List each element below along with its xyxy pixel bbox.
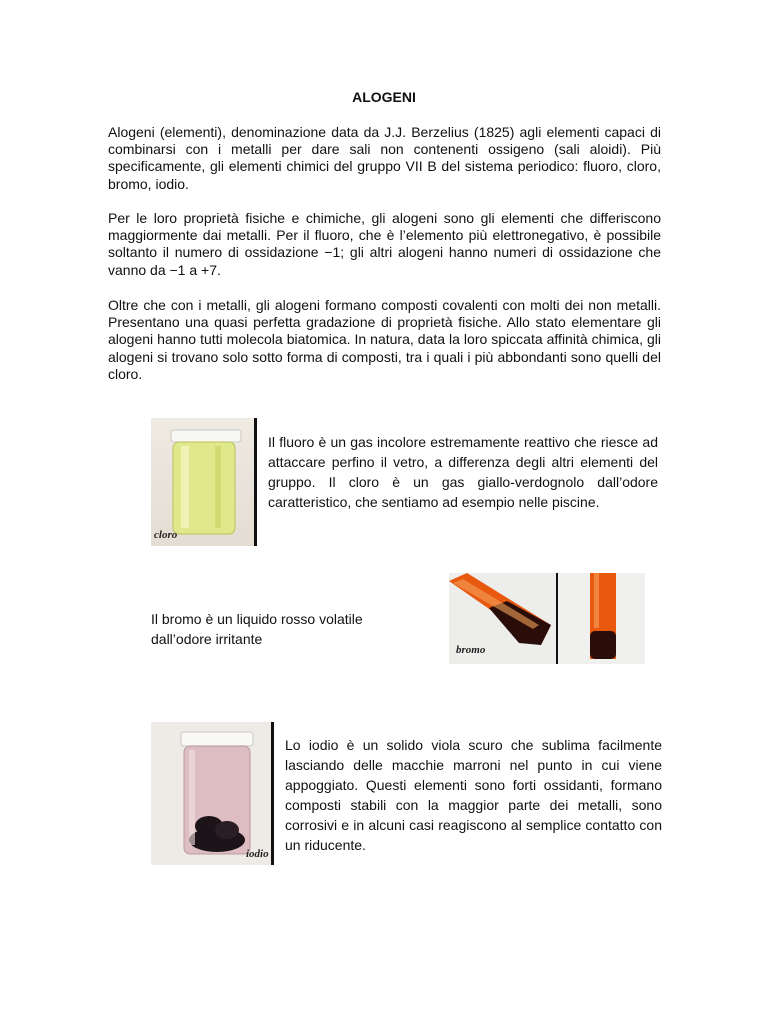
chlorine-divider bbox=[254, 418, 257, 546]
bromine-caption: bromo bbox=[456, 644, 486, 656]
bromine-divider bbox=[556, 573, 558, 664]
iodine-caption: iodio bbox=[246, 848, 269, 860]
chlorine-text: Il fluoro è un gas incolore estremamente reattivo che riesce ad attaccare perfino il vetro, a differenza degli altri elementi del gruppo. Il cloro è un gas giallo-verdognolo dall’odore caratteristico, che sentiamo ad esempio nelle piscine. bbox=[268, 434, 658, 510]
page-title: ALOGENI bbox=[352, 89, 416, 105]
paragraph-intro: Alogeni (elementi), denominazione data da J.J. Berzelius (1825) agli elementi capaci di combinarsi con i metalli per dare sali non contenenti ossigeno (sali aloidi). Più specificamente, gli elementi chimici del gruppo VII B del sistema periodico: fluoro, cloro, bromo, iodio. bbox=[108, 124, 661, 192]
iodine-divider bbox=[271, 722, 274, 865]
paragraph-properties: Per le loro proprietà fisiche e chimiche, gli alogeni sono gli elementi che differiscono maggiormente dai metalli. Per il fluoro, che è l’elemento più elettronegativo, è possibile soltanto il numero di ossidazione −1; gli altri alogeni hanno numeri di ossidazione che vanno da −1 a +7. bbox=[108, 210, 661, 278]
chlorine-caption: cloro bbox=[154, 529, 178, 541]
bromine-text-line1: Il bromo è un liquido rosso volatile bbox=[151, 611, 363, 627]
iodine-photo bbox=[151, 722, 271, 865]
paragraph-compounds: Oltre che con i metalli, gli alogeni formano composti covalenti con molti dei non metalli. Presentano una quasi perfetta gradazione di proprietà fisiche. Allo stato elementare gli alogeni hanno tutti molecola biatomica. In natura, data la loro spiccata affinità chimica, gli alogeni si trovano solo sotto forma di composti, tra i quali i più abbondanti sono quelli del cloro. bbox=[108, 297, 661, 382]
iodine-text: Lo iodio è un solido viola scuro che sublima facilmente lasciando delle macchie marroni nel punto in cui viene appoggiato. Questi elementi sono forti ossidanti, formano composti stabili con la maggior parte dei metalli, sono corrosivi e in alcuni casi reagiscono al semplice contatto con un riducente. bbox=[285, 737, 662, 853]
bromine-photo-right bbox=[558, 573, 645, 664]
chlorine-photo bbox=[151, 418, 254, 546]
bromine-text-line2: dall’odore irritante bbox=[151, 631, 263, 647]
